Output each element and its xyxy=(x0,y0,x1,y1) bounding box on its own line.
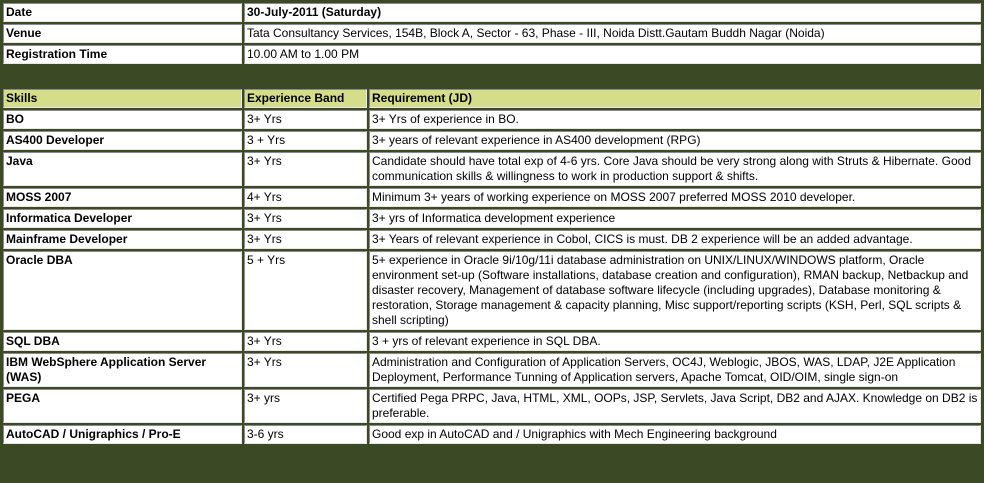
table-row xyxy=(3,353,981,387)
skill-cell: AS400 Developer xyxy=(3,131,242,150)
skill-cell: IBM WebSphere Application Server (WAS) xyxy=(3,353,242,387)
requirement-cell: Good exp in AutoCAD and / Unigraphics with Mech Engineering background xyxy=(369,425,981,444)
table-row xyxy=(3,110,981,129)
column-header-skills: Skills xyxy=(3,89,242,108)
requirement-cell: Administration and Configuration of Application Servers, OC4J, Weblogic, JBOS, WAS, LDAP, J2E Application Deployment, Performance Tunning of Application servers, Apache Tomcat, OID/OIM, single sign-on xyxy=(369,353,981,387)
experience-cell: 3-6 yrs xyxy=(244,425,367,444)
experience-cell: 3 + Yrs xyxy=(244,131,367,150)
skill-cell: Oracle DBA xyxy=(3,251,242,330)
requirement-cell: Certified Pega PRPC, Java, HTML, XML, OOPs, JSP, Servlets, Java Script, DB2 and AJAX. Knowledge on DB2 is preferable. xyxy=(369,389,981,423)
table-row xyxy=(3,230,981,249)
separator-band xyxy=(0,70,984,87)
info-row-date xyxy=(3,3,981,22)
info-value-date: 30-July-2011 (Saturday) xyxy=(244,3,981,22)
experience-cell: 3+ Yrs xyxy=(244,110,367,129)
info-row-venue xyxy=(3,24,981,43)
skill-cell: BO xyxy=(3,110,242,129)
info-label: Venue xyxy=(3,24,242,43)
skill-cell: PEGA xyxy=(3,389,242,423)
skill-cell: MOSS 2007 xyxy=(3,188,242,207)
requirement-cell: 3+ yrs of Informatica development experience xyxy=(369,209,981,228)
requirement-cell: 3+ Yrs of experience in BO. xyxy=(369,110,981,129)
requirement-cell: 5+ experience in Oracle 9i/10g/11i database administration on UNIX/LINUX/WINDOWS platform, Oracle environment set-up (Software installations, database creation and configuration), RMAN backup, Netbackup and disaster recovery, Management of database software lifecycle (including upgrades), Database monitoring & restoration, Storage management & capacity planning, Misc support/reporting scripts (KSH, Perl, SQL scripts & shell scripting) xyxy=(369,251,981,330)
table-row xyxy=(3,152,981,186)
table-row xyxy=(3,131,981,150)
skill-cell: AutoCAD / Unigraphics / Pro-E xyxy=(3,425,242,444)
column-header-experience-band: Experience Band xyxy=(244,89,367,108)
experience-cell: 3+ Yrs xyxy=(244,152,367,186)
experience-cell: 3+ Yrs xyxy=(244,332,367,351)
info-label: Registration Time xyxy=(3,45,242,64)
info-value-venue: Tata Consultancy Services, 154B, Block A, Sector - 63, Phase - III, Noida Distt.Gautam Buddh Nagar (Noida) xyxy=(244,24,981,43)
table-row xyxy=(3,389,981,423)
requirement-cell: 3 + yrs of relevant experience in SQL DBA. xyxy=(369,332,981,351)
experience-cell: 3+ Yrs xyxy=(244,230,367,249)
skill-cell: SQL DBA xyxy=(3,332,242,351)
requirement-cell: 3+ years of relevant experience in AS400 development (RPG) xyxy=(369,131,981,150)
info-row-registration-time xyxy=(3,45,981,64)
skills-table xyxy=(1,87,983,446)
requirement-cell: 3+ Years of relevant experience in Cobol, CICS is must. DB 2 experience will be an added advantage. xyxy=(369,230,981,249)
column-header-requirement: Requirement (JD) xyxy=(369,89,981,108)
table-row xyxy=(3,332,981,351)
skill-cell: Java xyxy=(3,152,242,186)
experience-cell: 5 + Yrs xyxy=(244,251,367,330)
experience-cell: 3+ Yrs xyxy=(244,209,367,228)
requirement-cell: Candidate should have total exp of 4-6 yrs. Core Java should be very strong along with Struts & Hibernate. Good communication skills & willingness to work in production support & shifts. xyxy=(369,152,981,186)
table-row xyxy=(3,251,981,330)
table-row xyxy=(3,425,981,444)
skill-cell: Informatica Developer xyxy=(3,209,242,228)
requirement-cell: Minimum 3+ years of working experience on MOSS 2007 preferred MOSS 2010 developer. xyxy=(369,188,981,207)
info-value-registration-time: 10.00 AM to 1.00 PM xyxy=(244,45,981,64)
experience-cell: 3+ yrs xyxy=(244,389,367,423)
table-header-row xyxy=(3,89,981,108)
table-row xyxy=(3,209,981,228)
event-info-table xyxy=(1,1,983,66)
info-label: Date xyxy=(3,3,242,22)
experience-cell: 4+ Yrs xyxy=(244,188,367,207)
experience-cell: 3+ Yrs xyxy=(244,353,367,387)
table-row xyxy=(3,188,981,207)
skill-cell: Mainframe Developer xyxy=(3,230,242,249)
